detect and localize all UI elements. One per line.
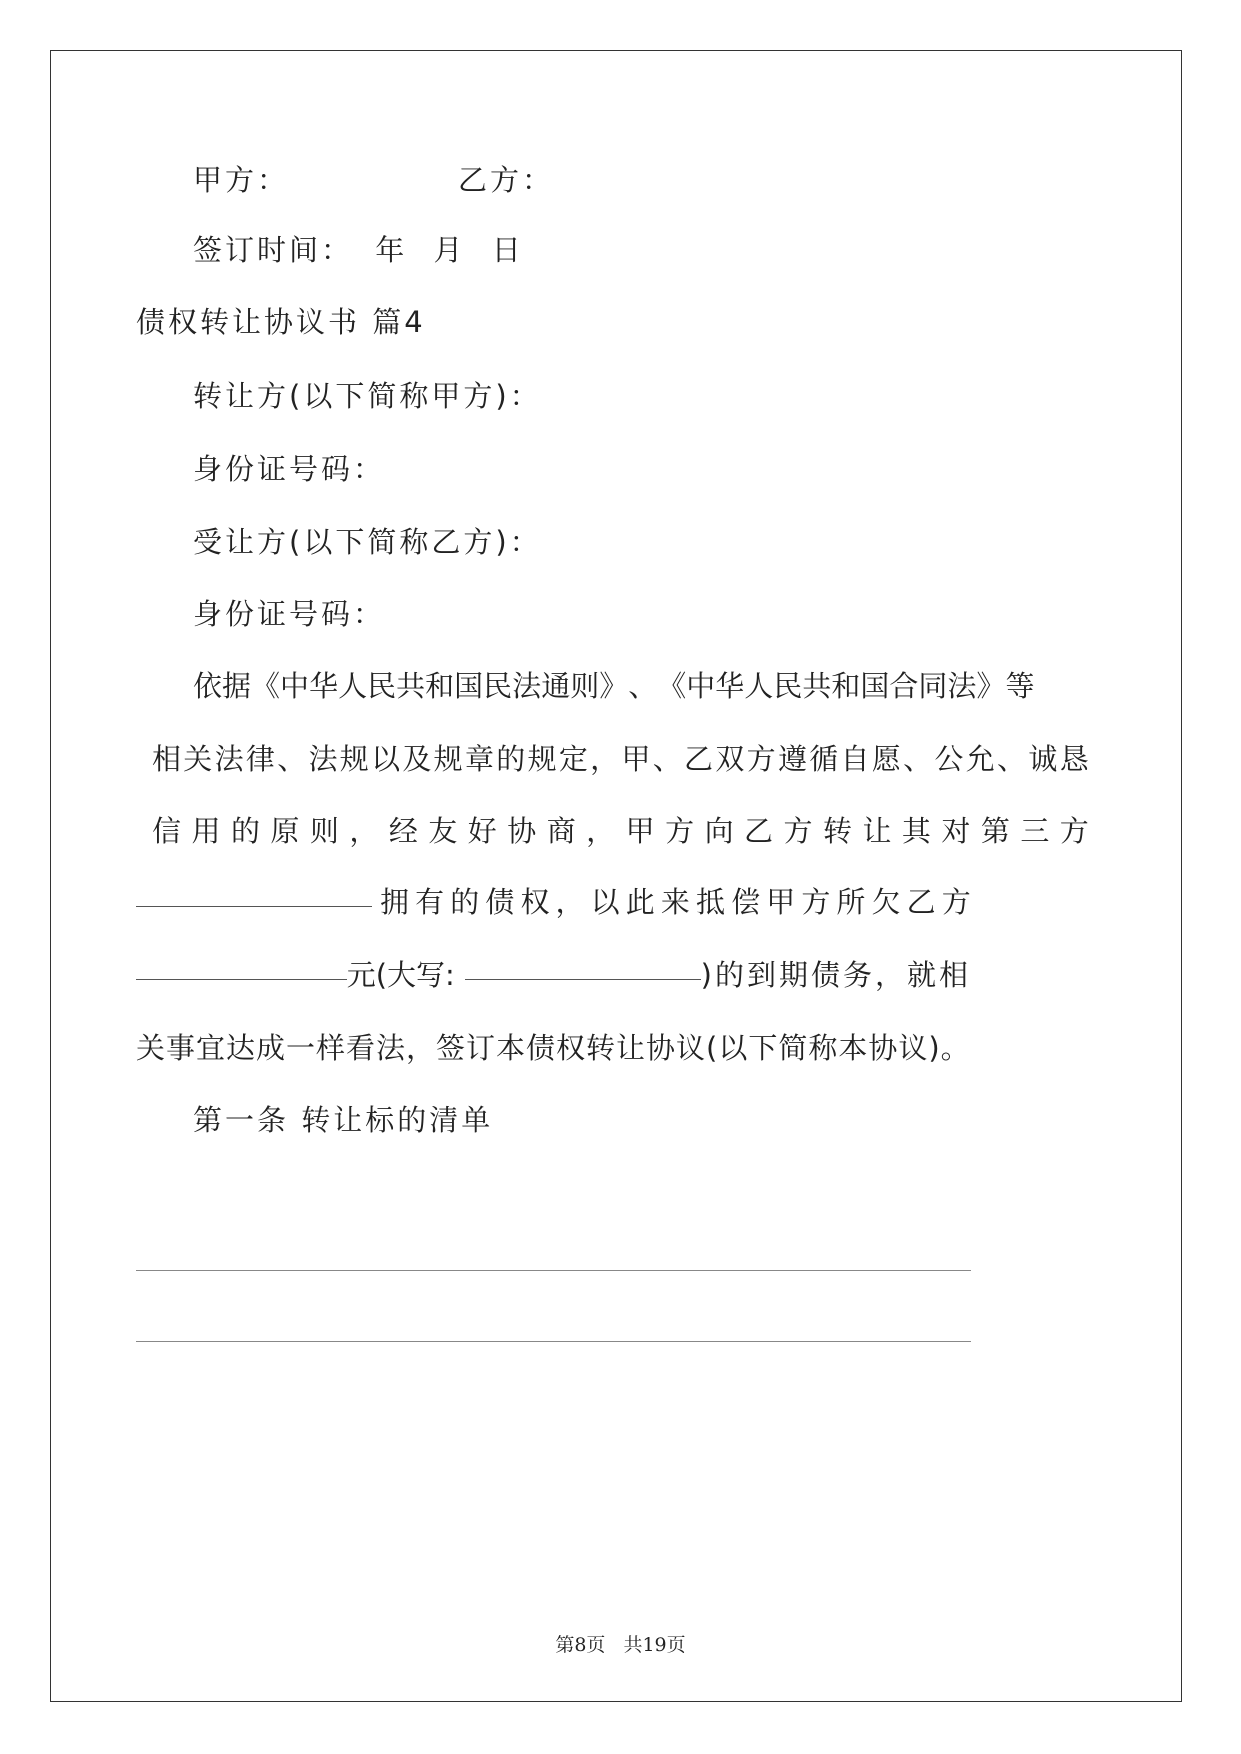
body-char: 及: [402, 742, 432, 776]
body-char: 方: [783, 814, 813, 848]
body-char: 的: [450, 885, 480, 919]
article-1-heading: 第一条 转让标的清单: [193, 1103, 494, 1137]
body-char: 相: [152, 742, 182, 776]
body-char: 共: [802, 669, 832, 703]
body-char: 、: [997, 742, 1027, 776]
body-char: 恳: [1059, 742, 1089, 776]
body-char: 则: [570, 669, 600, 703]
body-line-5-tail: )的到期债务，就相: [700, 958, 971, 992]
body-char: ，: [555, 885, 585, 919]
body-char: ，: [349, 814, 379, 848]
body-line-1: [193, 664, 1035, 705]
body-char: 人: [338, 669, 368, 703]
body-char: 欠: [871, 885, 901, 919]
body-char: 有: [415, 885, 445, 919]
body-char: 定: [558, 742, 588, 776]
body-char: 乙: [744, 814, 774, 848]
body-line-2: [152, 737, 1089, 778]
body-line-6: 关事宜达成一样看法，签订本债权转让协议(以下简称本协议)。: [136, 1031, 971, 1065]
body-char: 经: [388, 814, 418, 848]
body-char: 、: [652, 742, 682, 776]
body-line-4-text: [380, 880, 971, 921]
body-char: 据: [222, 669, 252, 703]
body-char: 偿: [731, 885, 761, 919]
month-label: 月: [433, 233, 466, 267]
body-char: 国: [860, 669, 890, 703]
body-char: 华: [309, 669, 339, 703]
party-a-label: 甲方：: [193, 163, 290, 197]
body-char: 通: [541, 669, 571, 703]
body-char: 同: [918, 669, 948, 703]
body-char: 《: [657, 669, 687, 703]
body-char: 和: [425, 669, 455, 703]
body-char: 愿: [871, 742, 901, 776]
body-char: 律: [245, 742, 275, 776]
body-char: 权: [520, 885, 550, 919]
amount-capital-label: 元(大写:: [346, 958, 455, 992]
body-char: 债: [485, 885, 515, 919]
body-char: 方: [665, 814, 695, 848]
body-char: 依: [193, 669, 223, 703]
day-label: 日: [491, 233, 524, 267]
body-char: 法: [512, 669, 542, 703]
body-char: 、: [277, 742, 307, 776]
body-char: 甲: [766, 885, 796, 919]
body-char: 规: [339, 742, 369, 776]
body-char: 商: [546, 814, 576, 848]
transferor-id-label: 身份证号码：: [193, 452, 386, 486]
body-char: ，: [590, 742, 620, 776]
body-line-5: [136, 953, 971, 994]
body-char: 和: [831, 669, 861, 703]
body-char: 让: [862, 814, 892, 848]
body-char: 则: [309, 814, 339, 848]
body-char: 抵: [695, 885, 725, 919]
body-char: 章: [464, 742, 494, 776]
body-char: 方: [941, 885, 971, 919]
transferee-id-label: 身份证号码：: [193, 597, 386, 631]
body-char: 第: [980, 814, 1010, 848]
amount-capital-blank[interactable]: [465, 953, 701, 980]
body-char: 循: [809, 742, 839, 776]
body-char: 方: [1059, 814, 1089, 848]
body-char: 《: [251, 669, 281, 703]
page-footer: [0, 1630, 1241, 1657]
party-b-label: 乙方：: [458, 163, 555, 197]
body-char: 、: [903, 742, 933, 776]
body-char: 关: [183, 742, 213, 776]
body-char: 诚: [1028, 742, 1058, 776]
body-line-3: [152, 809, 1089, 850]
body-char: 的: [230, 814, 260, 848]
body-char: 双: [715, 742, 745, 776]
body-char: 国: [454, 669, 484, 703]
body-char: 民: [483, 669, 513, 703]
body-char: 对: [941, 814, 971, 848]
body-char: 共: [396, 669, 426, 703]
body-char: 允: [965, 742, 995, 776]
body-char: 拥: [380, 885, 410, 919]
year-label: 年: [375, 233, 408, 267]
body-char: 法: [214, 742, 244, 776]
section-heading: 债权转让协议书 篇4: [136, 305, 426, 339]
body-char: 好: [467, 814, 497, 848]
transferee-label: 受让方(以下简称乙方)：: [193, 525, 542, 559]
page-number: 第8页: [555, 1634, 606, 1656]
body-char: 以: [371, 742, 401, 776]
body-char: ，: [586, 814, 616, 848]
body-char: 来: [660, 885, 690, 919]
body-char: 乙: [906, 885, 936, 919]
body-char: 法: [308, 742, 338, 776]
body-char: 乙: [684, 742, 714, 776]
body-char: 向: [704, 814, 734, 848]
body-char: 所: [836, 885, 866, 919]
body-char: 》: [599, 669, 629, 703]
page-total: 共19页: [623, 1634, 686, 1656]
body-char: 中: [686, 669, 716, 703]
body-char: 法: [947, 669, 977, 703]
body-char: 自: [840, 742, 870, 776]
body-char: 三: [1020, 814, 1050, 848]
body-char: 以: [590, 885, 620, 919]
page-border: [50, 50, 1182, 1702]
body-char: 华: [715, 669, 745, 703]
body-char: 方: [801, 885, 831, 919]
body-char: 原: [270, 814, 300, 848]
signing-date-line: [193, 228, 524, 269]
body-line-4: [136, 880, 971, 921]
body-char: 信: [152, 814, 182, 848]
body-char: 规: [527, 742, 557, 776]
body-char: 中: [280, 669, 310, 703]
fill-line-2[interactable]: [136, 1341, 971, 1342]
body-char: 规: [433, 742, 463, 776]
fill-line-1[interactable]: [136, 1270, 971, 1271]
body-char: 方: [746, 742, 776, 776]
body-char: 公: [934, 742, 964, 776]
body-char: 甲: [621, 742, 651, 776]
body-char: 》: [976, 669, 1006, 703]
body-char: 转: [822, 814, 852, 848]
body-char: 民: [773, 669, 803, 703]
third-party-blank[interactable]: [136, 880, 372, 907]
body-char: 友: [428, 814, 458, 848]
body-char: 其: [901, 814, 931, 848]
body-char: 遵: [777, 742, 807, 776]
body-char: 合: [889, 669, 919, 703]
body-char: 此: [625, 885, 655, 919]
body-char: 、: [628, 669, 658, 703]
body-char: 的: [496, 742, 526, 776]
body-char: 民: [367, 669, 397, 703]
body-char: 甲: [625, 814, 655, 848]
transferor-label: 转让方(以下简称甲方)：: [193, 379, 542, 413]
body-char: 用: [191, 814, 221, 848]
body-char: 协: [507, 814, 537, 848]
amount-blank[interactable]: [136, 953, 347, 980]
body-char: 等: [1005, 669, 1035, 703]
signing-date-label: 签订时间：: [193, 233, 354, 267]
body-char: 人: [744, 669, 774, 703]
